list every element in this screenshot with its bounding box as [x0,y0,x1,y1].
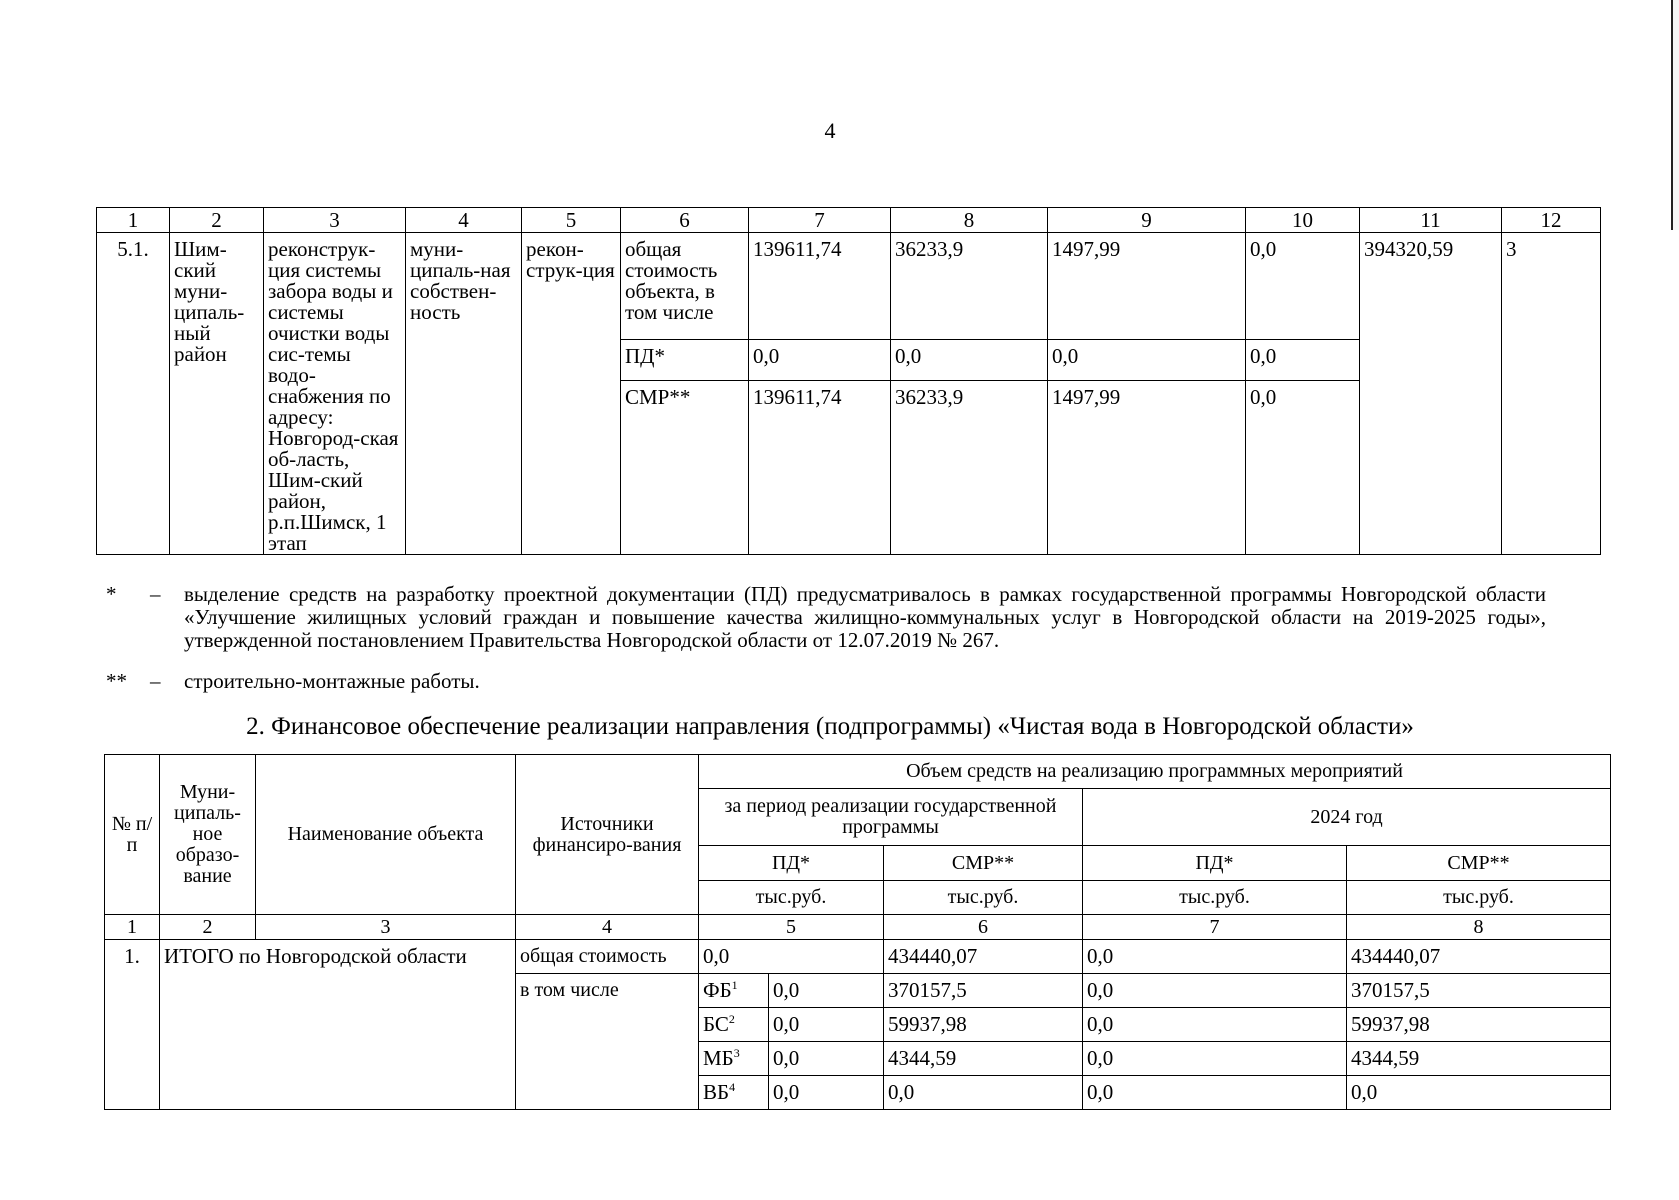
value-cell: 370157,5 [1347,974,1611,1008]
value-cell: 0,0 [1347,1076,1611,1110]
source-code: ВБ [703,1080,730,1104]
value-cell: 370157,5 [884,974,1083,1008]
header-sources: Источники финансиро-вания [516,755,699,915]
col-number: 4 [516,915,699,940]
incl-label-cell: в том числе [516,974,699,1110]
col-number: 10 [1246,208,1360,233]
header-row [105,755,1611,789]
value-cell: 0,0 [769,974,884,1008]
col-number: 9 [1048,208,1246,233]
source-code-cell [699,1008,769,1042]
total-label-cell: общая стоимость [516,940,699,974]
ownership-cell: муни-ципаль-ная собствен-ность [406,233,522,555]
financing-table [104,754,1611,1110]
table-row [105,940,1611,974]
value-cell: 0,0 [749,340,891,381]
footnote-sup: 4 [729,1080,736,1094]
footnote-dash: – [150,669,161,693]
section-title: 2. Финансовое обеспечение реализации направления (подпрограммы) «Чистая вода в Новгородской области» [246,713,1414,740]
municipality-cell: Шим-ский муни-ципаль-ный район [170,233,264,555]
col-number: 12 [1502,208,1601,233]
footnote-mark: * [106,582,117,606]
header-municipality: Муни-ципаль-ное образо-вание [160,755,256,915]
value-cell: 0,0 [891,340,1048,381]
col-number: 8 [891,208,1048,233]
value-cell: 0,0 [1083,1076,1347,1110]
header-volume: Объем средств на реализацию программных мероприятий [699,755,1611,789]
col-number: 6 [621,208,749,233]
col-number: 2 [160,915,256,940]
value-cell: 0,0 [699,940,884,974]
value-cell: 4344,59 [884,1042,1083,1076]
source-code-cell [699,1042,769,1076]
header-no: № п/п [105,755,160,915]
header-object: Наименование объекта [256,755,516,915]
table-row [97,233,1601,340]
footnote-dash: – [150,582,161,606]
col-number: 3 [256,915,516,940]
value-cell: 0,0 [769,1008,884,1042]
source-code-cell [699,974,769,1008]
objects-table [96,207,1601,555]
col-number: 5 [522,208,621,233]
col-number: 11 [1360,208,1502,233]
object-name-cell: ИТОГО по Новгородской области [160,940,516,1110]
value-cell: 139611,74 [749,381,891,555]
value-cell: 0,0 [1083,940,1347,974]
value-cell: 0,0 [769,1076,884,1110]
value-cell: 0,0 [769,1042,884,1076]
header-unit: тыс.руб. [1083,881,1347,915]
value-cell: 36233,9 [891,233,1048,340]
col-number: 7 [749,208,891,233]
value-cell: 3 [1502,233,1601,555]
header-smr: СМР** [884,846,1083,881]
footnote-mark: ** [106,669,127,693]
value-cell: 36233,9 [891,381,1048,555]
value-cell: 59937,98 [884,1008,1083,1042]
value-cell: 0,0 [1083,974,1347,1008]
value-cell: 0,0 [1246,233,1360,340]
value-cell: 1497,99 [1048,233,1246,340]
header-unit: тыс.руб. [699,881,884,915]
header-period: за период реализации государственной программы [699,789,1083,846]
footnote [106,670,1546,693]
column-number-row [105,915,1611,940]
footnote-sup: 1 [731,978,738,992]
col-number: 2 [170,208,264,233]
object-name-cell: реконструк-ция системы забора воды и системы очистки воды сис-темы водо-снабжения по адресу: Новгород-ская об-ласть, Шим-ский район, р.п.Шимск, 1 этап [264,233,406,555]
footnote-sup: 2 [728,1012,735,1026]
header-unit: тыс.руб. [884,881,1083,915]
value-cell: 0,0 [1048,340,1246,381]
header-pd: ПД* [699,846,884,881]
col-number: 5 [699,915,884,940]
footnote [106,583,1546,652]
value-cell: 394320,59 [1360,233,1502,555]
pd-label-cell: ПД* [621,340,749,381]
header-number-row [97,208,1601,233]
value-cell: 139611,74 [749,233,891,340]
value-cell: 4344,59 [1347,1042,1611,1076]
value-cell: 0,0 [1083,1042,1347,1076]
col-number: 4 [406,208,522,233]
work-type-cell: рекон-струк-ция [522,233,621,555]
source-code: БС [703,1012,729,1036]
source-code-cell [699,1076,769,1110]
page-number: 4 [824,118,836,143]
col-number: 1 [97,208,170,233]
source-code: ФБ [703,978,732,1002]
value-cell: 0,0 [1246,340,1360,381]
row-number: 1. [105,940,160,1110]
header-smr: СМР** [1347,846,1611,881]
value-cell: 0,0 [1246,381,1360,555]
col-number: 7 [1083,915,1347,940]
col-number: 8 [1347,915,1611,940]
row-number: 5.1. [97,233,170,555]
cost-label-cell: общая стоимость объекта, в том числе [621,233,749,340]
col-number: 6 [884,915,1083,940]
header-pd: ПД* [1083,846,1347,881]
value-cell: 1497,99 [1048,381,1246,555]
footnote-text: строительно-монтажные работы. [184,669,480,693]
source-code: МБ [703,1046,734,1070]
scan-edge [1671,0,1679,230]
header-year: 2024 год [1083,789,1611,846]
col-number: 1 [105,915,160,940]
col-number: 3 [264,208,406,233]
footnote-text: выделение средств на разработку проектной документации (ПД) предусматривалось в рамках государственной программы Новгородской области «Улучшение жилищных условий граждан и повышение качества жилищно-коммунальных услуг в Новгородской области на 2019-2025 годы», утвержденной постановлением Правительства Новгородской области от 12.07.2019 № 267. [184,582,1546,652]
smr-label-cell: СМР** [621,381,749,555]
value-cell: 434440,07 [1347,940,1611,974]
value-cell: 59937,98 [1347,1008,1611,1042]
footnote-sup: 3 [733,1046,740,1060]
header-unit: тыс.руб. [1347,881,1611,915]
value-cell: 0,0 [1083,1008,1347,1042]
value-cell: 0,0 [884,1076,1083,1110]
value-cell: 434440,07 [884,940,1083,974]
